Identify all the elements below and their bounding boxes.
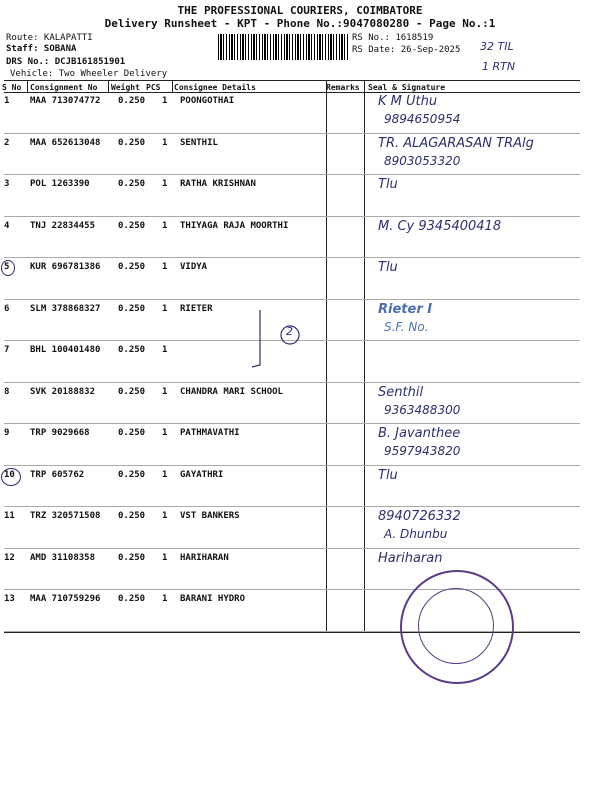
col-sep [108,80,109,92]
row-consignment: AMD 31108358 [30,552,96,563]
runsheet-subtitle: Delivery Runsheet - KPT - Phone No.:9047080280 - Page No.:1 [104,17,496,30]
row-pcs: 1 [162,179,168,189]
handwritten-rtn-note: 1 RTN [482,60,516,73]
row-consignee: VIDYA [180,262,208,272]
row-pcs: 1 [162,345,168,355]
row-signature-line1: TR. ALAGARASAN TRAlg [378,135,534,151]
row-sno: 7 [4,345,10,355]
row-weight: 0.250 [118,220,146,231]
row-sno: 1 [4,96,10,106]
row-consignment: TRP 9029668 [30,428,90,438]
col-sep [172,80,173,92]
row-weight: 0.250 [118,428,146,438]
row-pcs: 1 [162,303,168,314]
row-signature-line2: 9894650954 [384,112,461,126]
row-signature-line1: Hariharan [378,550,443,566]
table-row [0,258,600,300]
row-signature-line1: Tlu [378,177,398,192]
row-consignee: RATHA KRISHNAN [180,179,256,189]
row-consignee: SENTHIL [180,137,218,148]
table-row [0,507,600,549]
row-consignee: VST BANKERS [180,511,240,521]
row-weight: 0.250 [118,179,146,189]
col-header-signature: Seal & Signature [368,83,446,92]
row-weight: 0.250 [118,552,146,563]
row-signature-line1: Tlu [378,467,398,483]
company-title: THE PROFESSIONAL COURIERS, COIMBATORE [177,4,423,17]
row-pcs: 1 [162,594,168,604]
drs-label: DRS No.: DCJB161851901 [6,57,126,67]
row-weight: 0.250 [118,511,146,521]
row-sno: 3 [4,179,10,189]
row-consignment: POL 1263390 [30,179,90,189]
row-consignment: MAA 713074772 [30,96,101,106]
row-signature-line1: Rieter I [378,301,433,317]
row-sno: 13 [4,594,15,604]
row-consignee: THIYAGA RAJA MOORTHI [180,220,289,231]
col-sep [27,80,28,92]
row-signature-line1: Senthil [378,384,424,400]
row-consignment: TRZ 320571508 [30,511,101,521]
row-weight: 0.250 [118,594,146,604]
route-label: Route: KALAPATTI [6,33,93,43]
barcode [218,34,348,60]
row-sno: 12 [4,552,15,563]
row-signature-line2: 8903053320 [384,153,461,168]
row-consignment: BHL 100401480 [30,345,101,355]
table-row [0,383,600,425]
row-consignee: RIETER [180,303,213,314]
col-header-consignee: Consignee Details [174,83,256,92]
row-pcs: 1 [162,511,168,521]
col-header-sno: S No [2,83,22,92]
row-consignee: CHANDRA MARI SCHOOL [180,386,283,397]
row-weight: 0.250 [118,386,146,397]
circled-row-number-mark [1,260,15,276]
staff-label: Staff: SOBANA [6,44,77,54]
row-weight: 0.250 [118,262,146,272]
row-consignee: GAYATHRI [180,469,224,480]
row-consignee: POONGOTHAI [180,96,235,106]
company-seal-stamp [400,570,514,684]
col-header-consignment: Consignment No [30,83,98,92]
row-signature-line1: B. Javanthee [378,426,461,441]
row-weight: 0.250 [118,96,146,106]
table-row [0,549,600,591]
row-pcs: 1 [162,262,168,272]
table-top-border [4,80,580,81]
row-weight: 0.250 [118,469,146,480]
row-sno: 8 [4,386,10,397]
circled-row-number-mark [1,468,21,486]
row-consignment: MAA 652613048 [30,137,101,148]
row-weight: 0.250 [118,137,146,148]
handwritten-til-note: 32 TIL [480,40,514,53]
row-pcs: 1 [162,386,168,397]
table-row [0,466,600,508]
row-sno: 10 [4,469,15,480]
stamp-inner-ring [418,588,494,664]
rs-date: RS Date: 26-Sep-2025 [352,45,461,55]
row-pcs: 1 [162,552,168,563]
row-sno: 2 [4,137,10,148]
row-consignment: SLM 378868327 [30,303,101,314]
table-row [0,92,600,134]
row-consignee: HARIHARAN [180,552,229,563]
table-row [0,424,600,466]
row-consignment: SVK 20188832 [30,386,96,397]
row-signature-line2: A. Dhunbu [384,527,448,541]
row-signature-line1: Tlu [378,260,398,275]
row-consignment: TRP 605762 [30,469,85,480]
row-signature-line1: 8940726332 [378,509,461,524]
bracket-annotation [250,305,310,375]
row-consignment: TNJ 22834455 [30,220,96,231]
row-weight: 0.250 [118,345,146,355]
row-signature-line1: K M Uthu [378,94,438,109]
row-pcs: 1 [162,137,168,148]
row-signature-line2: S.F. No. [384,319,429,334]
row-pcs: 1 [162,469,168,480]
table-row [0,175,600,217]
row-signature-line2: 9363488300 [384,402,461,417]
row-signature-line1: M. Cy 9345400418 [378,218,502,234]
row-consignee: PATHMAVATHI [180,428,240,438]
row-consignment: MAA 710759296 [30,594,101,604]
row-pcs: 1 [162,428,168,438]
col-header-weight: Weight [111,83,140,92]
col-header-pcs: PCS [146,83,161,92]
col-header-remarks: Remarks [326,83,360,92]
vehicle-label: Vehicle: Two Wheeler Delivery [10,69,168,79]
row-sno: 6 [4,303,10,314]
row-sno: 11 [4,511,15,521]
row-sno: 5 [4,262,10,272]
row-consignee: BARANI HYDRO [180,594,246,604]
row-pcs: 1 [162,96,168,106]
row-sno: 4 [4,220,10,231]
row-signature-line2: 9597943820 [384,444,461,458]
row-weight: 0.250 [118,303,146,314]
row-sno: 9 [4,428,10,438]
row-consignment: KUR 696781386 [30,262,101,272]
bracket-number: 2 [286,325,293,338]
rs-number: RS No.: 1618519 [352,33,434,43]
row-pcs: 1 [162,220,168,231]
table-row [0,217,600,259]
table-row [0,134,600,176]
